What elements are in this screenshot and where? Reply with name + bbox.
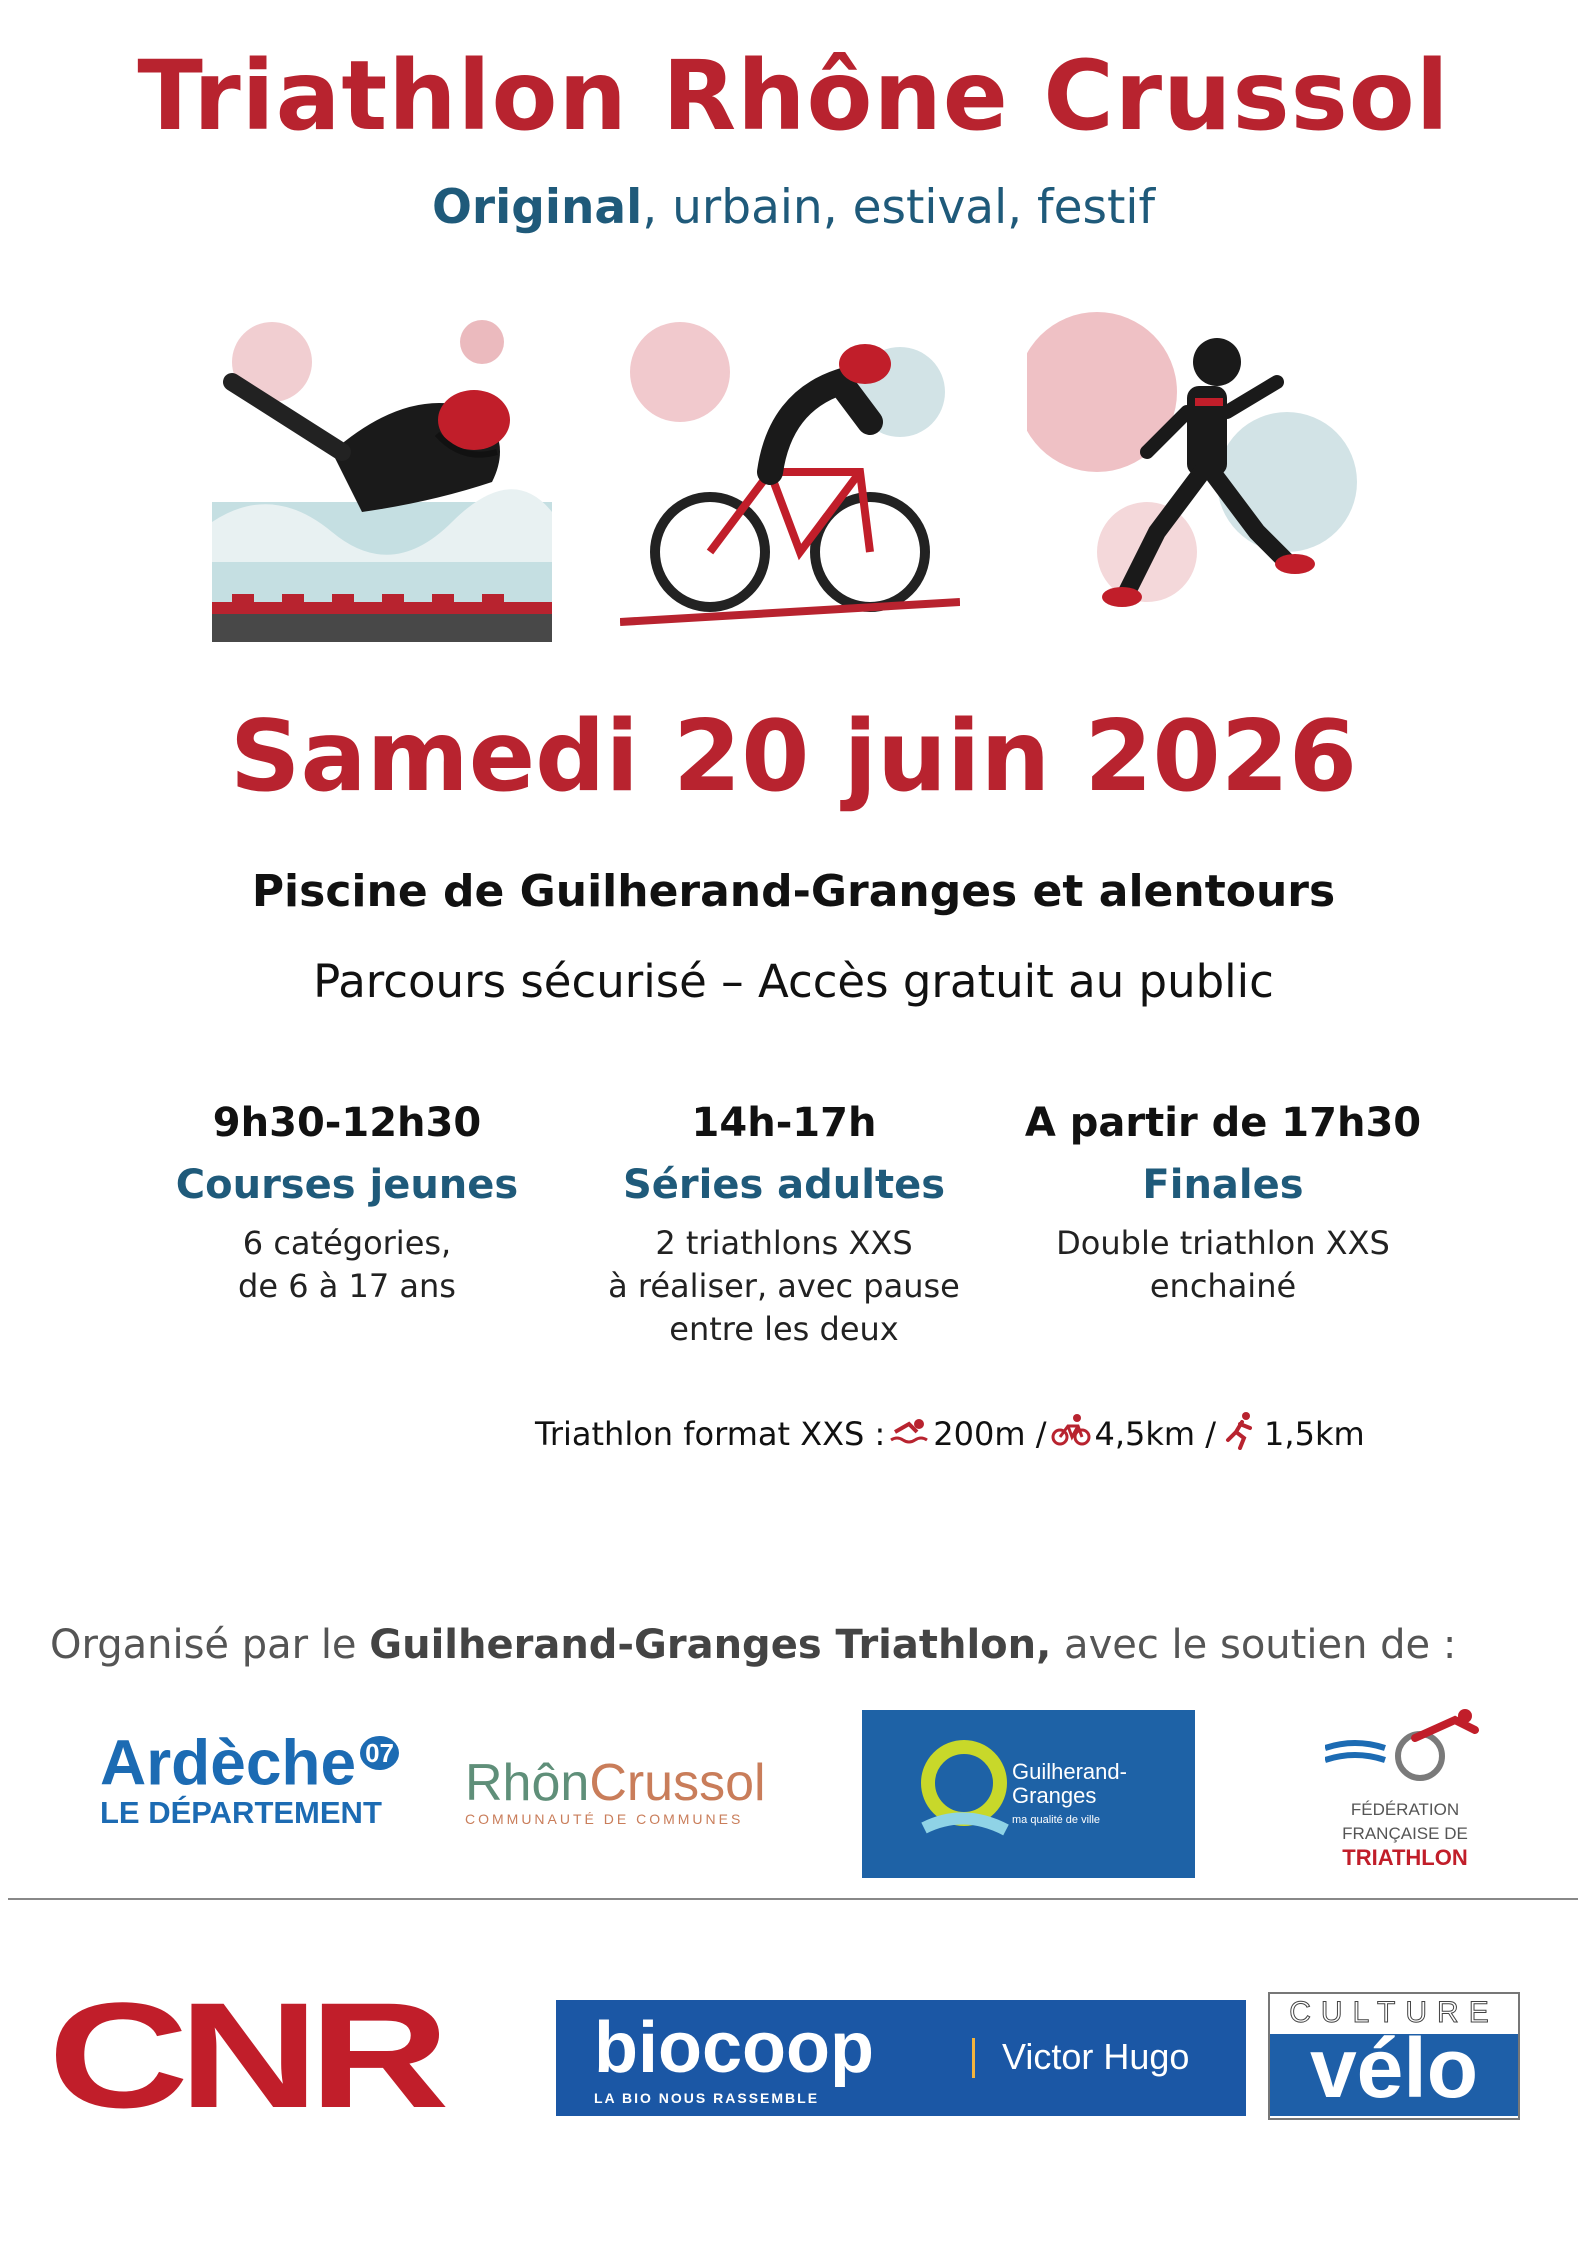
- schedule-desc-line: 6 catégories,: [242, 1224, 452, 1262]
- run-icon: [1216, 1410, 1264, 1458]
- culture-velo-main: vélo: [1309, 2021, 1479, 2115]
- schedule-desc-line: à réaliser, avec pause: [608, 1267, 960, 1305]
- biocoop-name: biocoop: [594, 2008, 874, 2088]
- fftri-line3: TRIATHLON: [1342, 1845, 1468, 1870]
- schedule-desc-line: de 6 à 17 ans: [238, 1267, 456, 1305]
- guilherand-line1: Guilherand-: [1012, 1759, 1127, 1784]
- event-date: Samedi 20 juin 2026: [229, 700, 1358, 814]
- guilherand-emblem-icon: [914, 1738, 1014, 1848]
- rhone-crussol-left: Rhôn: [465, 1755, 590, 1812]
- swim-distance: 200m /: [933, 1415, 1047, 1453]
- schedule-desc-line: 2 triathlons XXS: [655, 1224, 913, 1262]
- schedule-time: 14h-17h: [691, 1100, 877, 1146]
- schedule-race: Séries adultes: [622, 1162, 946, 1208]
- ardeche-subtitle: LE DÉPARTEMENT: [100, 1795, 382, 1831]
- schedule-race: Courses jeunes: [175, 1162, 519, 1208]
- bike-distance: 4,5km /: [1094, 1415, 1217, 1453]
- run-distance: 1,5km: [1264, 1415, 1365, 1453]
- ardeche-logo: [100, 1720, 430, 1850]
- guilherand-granges-logo: [862, 1710, 1195, 1878]
- biocoop-logo: [556, 2000, 1246, 2116]
- schedule-desc-line: enchainé: [1149, 1267, 1297, 1305]
- tagline-bold: Original: [431, 180, 643, 235]
- biocoop-store: Victor Hugo: [1002, 2036, 1190, 2077]
- guilherand-line2: Granges: [1012, 1783, 1097, 1808]
- schedule-race: Finales: [1142, 1162, 1304, 1208]
- organisers-prefix: Organisé par le: [50, 1622, 370, 1668]
- format-label: Triathlon format XXS :: [535, 1415, 886, 1453]
- tagline: [0, 180, 1587, 235]
- culture-velo-logo: [1268, 1992, 1520, 2120]
- swimmer-image: [212, 302, 552, 642]
- rhone-crussol-right: Crussol: [589, 1755, 766, 1812]
- guilherand-slogan: ma qualité de ville: [1012, 1814, 1101, 1826]
- cyclist-image: [620, 302, 960, 642]
- organisers-suffix: avec le soutien de :: [1051, 1622, 1457, 1668]
- ardeche-name: Ardèche: [100, 1726, 357, 1799]
- schedule-desc-line: entre les deux: [669, 1310, 899, 1348]
- schedule-time: A partir de 17h30: [1024, 1100, 1422, 1146]
- fftri-line1: FÉDÉRATION: [1350, 1800, 1460, 1819]
- fftri-logo: [1305, 1708, 1505, 1878]
- schedule-column-adults: [574, 1100, 994, 1351]
- biocoop-slogan: LA BIO NOUS RASSEMBLE: [594, 2090, 820, 2106]
- fftri-line2: FRANÇAISE DE: [1342, 1824, 1468, 1843]
- cnr-text: CNR: [48, 1985, 440, 2125]
- ardeche-badge: 07: [360, 1736, 399, 1770]
- format-line: [535, 1410, 1365, 1458]
- biocoop-separator: [972, 2038, 975, 2078]
- swim-icon: [885, 1410, 933, 1458]
- rhone-crussol-logo: [465, 1755, 820, 1850]
- event-venue: Piscine de Guilherand-Granges et alentours: [251, 866, 1336, 917]
- rhone-crussol-subtitle: COMMUNAUTÉ DE COMMUNES: [465, 1811, 744, 1827]
- section-divider: [8, 1898, 1578, 1900]
- schedule-column-finals: [1013, 1100, 1433, 1308]
- schedule-column-youth: [137, 1100, 557, 1308]
- bike-icon: [1047, 1410, 1095, 1458]
- schedule-time: 9h30-12h30: [212, 1100, 482, 1146]
- organisers-club: Guilherand-Granges Triathlon,: [369, 1622, 1052, 1668]
- culture-velo-top: CULTURE: [1289, 1996, 1499, 2029]
- cnr-logo: [48, 1985, 538, 2125]
- event-access: Parcours sécurisé – Accès gratuit au public: [313, 955, 1274, 1008]
- fftri-emblem-icon: [1325, 1708, 1495, 1783]
- poster-title: Triathlon Rhône Crussol: [137, 40, 1450, 152]
- runner-image: [1027, 302, 1367, 642]
- organisers-line: [50, 1622, 1456, 1668]
- schedule-desc-line: Double triathlon XXS: [1056, 1224, 1390, 1262]
- tagline-rest: , urbain, estival, festif: [642, 180, 1156, 235]
